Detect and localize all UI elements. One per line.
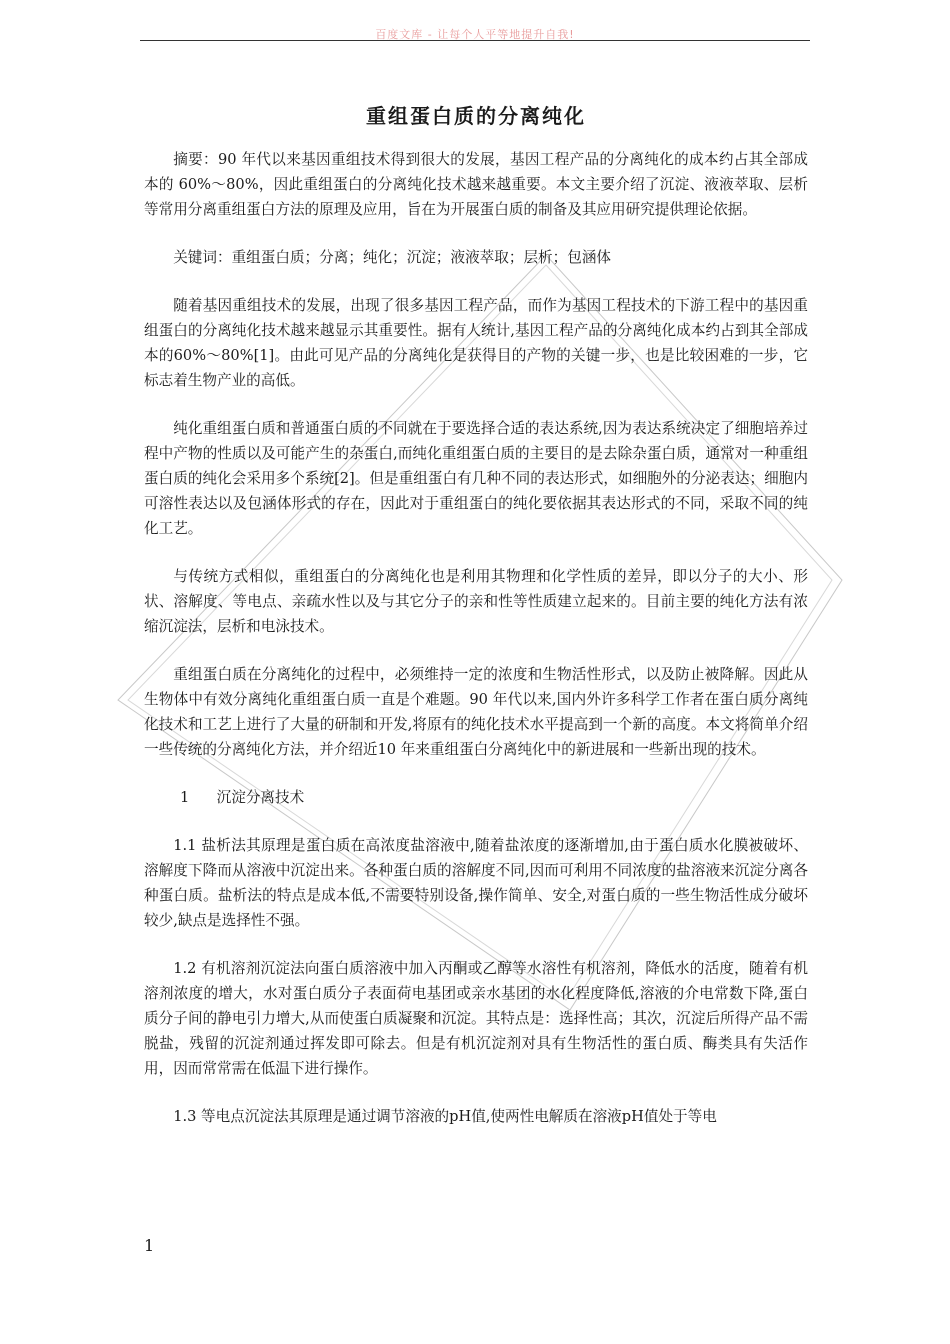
subsection-paragraph: 1.2 有机溶剂沉淀法向蛋白质溶液中加入丙酮或乙醇等水溶性有机溶剂，降低水的活度，随着有机溶剂浓度的增大，水对蛋白质分子表面荷电基团或亲水基团的水化程度降低,溶液的介电常数下降,蛋白质分子间的静电引力增大,从而使蛋白质凝聚和沉淀。其特点是：选择性高；其次，沉淀后所得产品不需脱盐，残留的沉淀剂通过挥发即可除去。但是有机沉淀剂对具有生物活性的蛋白质、酶类具有失活作用，因而常常需在低温下进行操作。: [144, 960, 808, 1077]
header-rule: [140, 40, 810, 41]
section-title: 沉淀分离技术: [216, 789, 305, 806]
keywords-paragraph: 关键词：重组蛋白质；分离；纯化；沉淀；液液萃取；层析；包涵体: [173, 249, 612, 266]
body-paragraph: 与传统方式相似，重组蛋白的分离纯化也是利用其物理和化学性质的差异，即以分子的大小、形状、溶解度、等电点、亲疏水性以及与其它分子的亲和性等性质建立起来的。目前主要的纯化方法有浓缩沉淀法，层析和电泳技术。: [144, 568, 808, 635]
subsection-paragraph: 1.3 等电点沉淀法其原理是通过调节溶液的pH值,使两性电解质在溶液pH值处于等电: [173, 1108, 717, 1125]
body-paragraph: 纯化重组蛋白质和普通蛋白质的不同就在于要选择合适的表达系统,因为表达系统决定了细胞培养过程中产物的性质以及可能产生的杂蛋白,而纯化重组蛋白质的主要目的是去除杂蛋白质，通常对一种重组蛋白质的纯化会采用多个系统[2]。但是重组蛋白有几种不同的表达形式，如细胞外的分泌表达；细胞内可溶性表达以及包涵体形式的存在，因此对于重组蛋白的纯化要依据其表达形式的不同，采取不同的纯化工艺。: [144, 420, 808, 537]
body-paragraph: 重组蛋白质在分离纯化的过程中，必须维持一定的浓度和生物活性形式，以及防止被降解。因此从生物体中有效分离纯化重组蛋白质一直是个难题。90 年代以来,国内外许多科学工作者在蛋白质分离纯化技术和工艺上进行了大量的研制和开发,将原有的纯化技术水平提高到一个新的高度。本文将简单介绍一些传统的分离纯化方法，并介绍近10 年来重组蛋白分离纯化中的新进展和一些新出现的技术。: [144, 666, 808, 758]
header-watermark-text: 百度文库 - 让每个人平等地提升自我!: [375, 28, 575, 41]
document-title: 重组蛋白质的分离纯化: [366, 104, 586, 128]
section-number: 1: [180, 789, 190, 806]
body-paragraph: 随着基因重组技术的发展，出现了很多基因工程产品，而作为基因工程技术的下游工程中的基因重组蛋白的分离纯化技术越来越显示其重要性。据有人统计,基因工程产品的分离纯化成本约占到其全部成本的60%～80%[1]。由此可见产品的分离纯化是获得目的产物的关键一步，也是比较困难的一步，它标志着生物产业的高低。: [144, 297, 808, 389]
document-body: [144, 100, 808, 1152]
section-heading: [144, 785, 808, 810]
subsection-paragraph: 1.1 盐析法其原理是蛋白质在高浓度盐溶液中,随着盐浓度的逐渐增加,由于蛋白质水化膜被破坏、溶解度下降而从溶液中沉淀出来。各种蛋白质的溶解度不同,因而可利用不同浓度的盐溶液来沉淀分离各种蛋白质。盐析法的特点是成本低,不需要特别设备,操作简单、安全,对蛋白质的一些生物活性成分破坏较少,缺点是选择性不强。: [144, 837, 808, 929]
abstract-paragraph: 摘要：90 年代以来基因重组技术得到很大的发展，基因工程产品的分离纯化的成本约占其全部成本的 60%～80%，因此重组蛋白的分离纯化技术越来越重要。本文主要介绍了沉淀、液液萃取、层析等常用分离重组蛋白方法的原理及应用，旨在为开展蛋白质的制备及其应用研究提供理论依据。: [144, 151, 808, 218]
page-number: 1: [144, 1236, 155, 1255]
